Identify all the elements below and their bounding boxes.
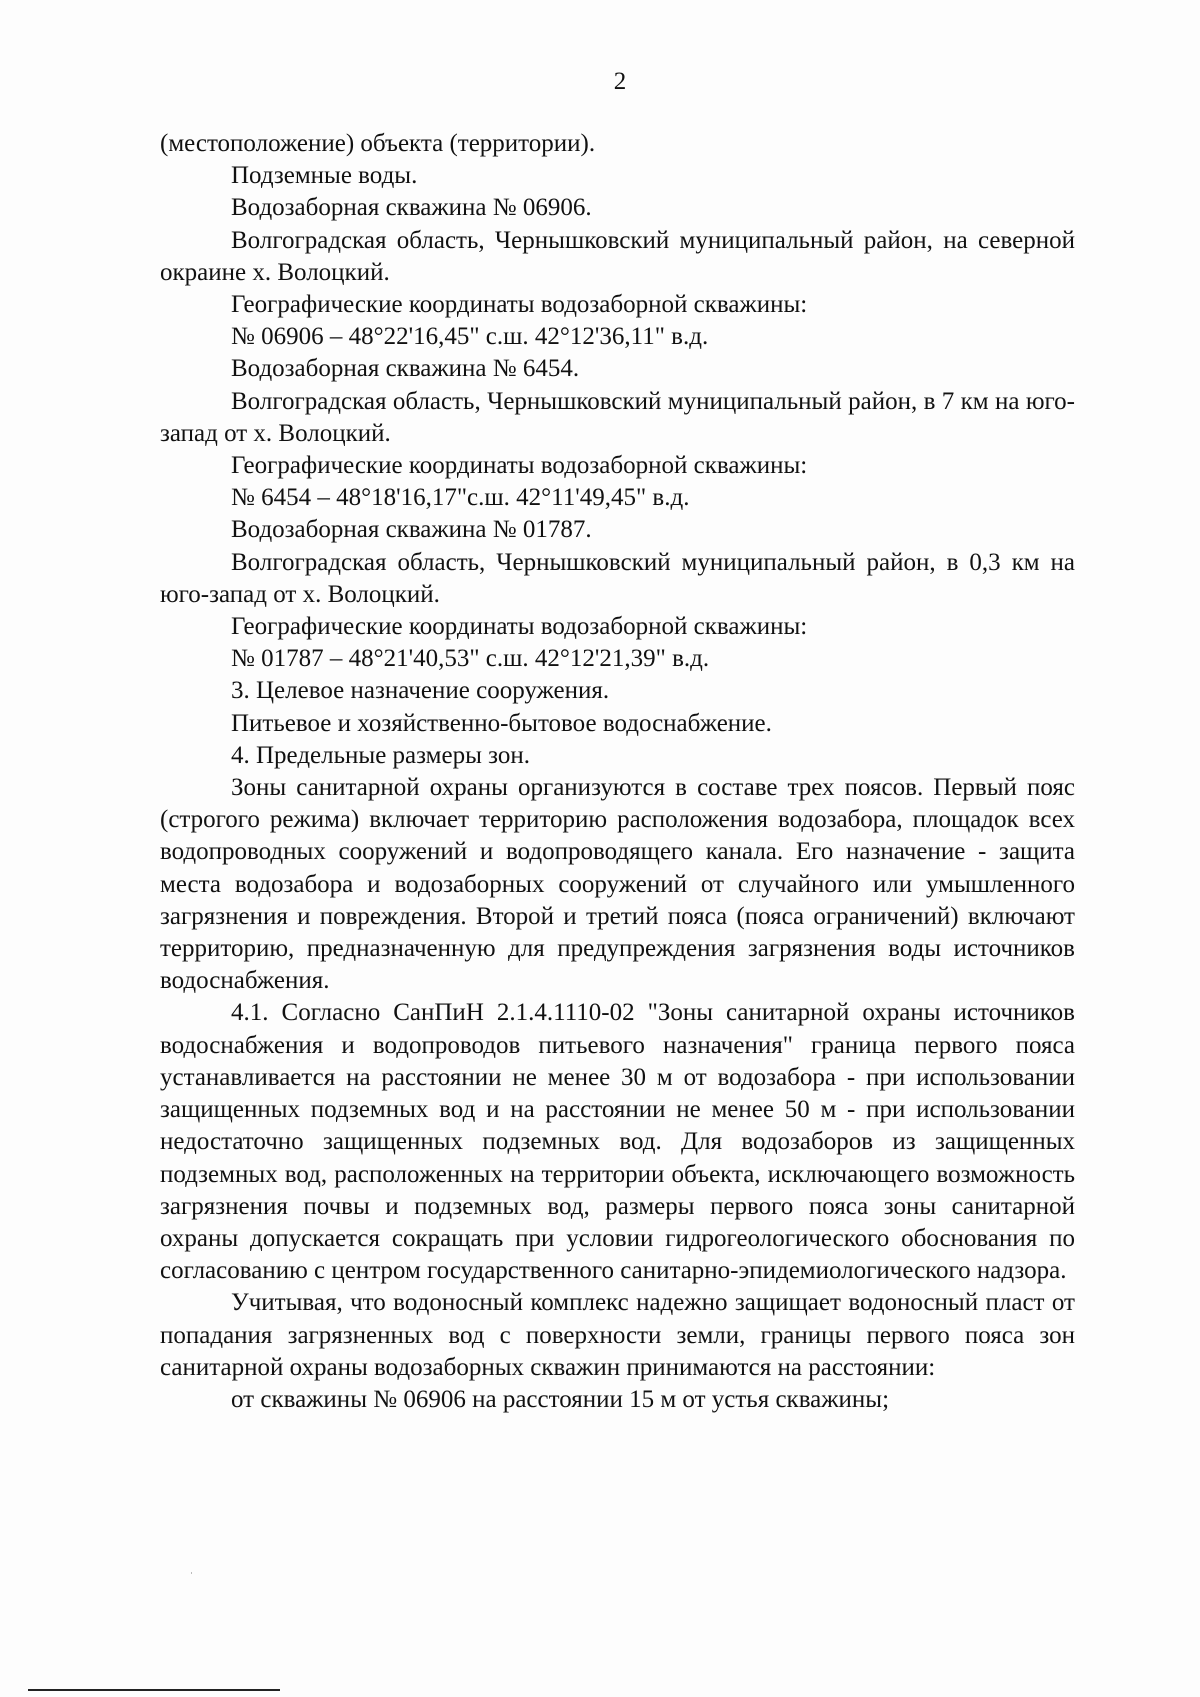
paragraph-location-tail: (местоположение) объекта (территории). [160, 130, 596, 157]
document-body [160, 128, 1075, 1416]
paragraph-coords-heading: Географические координаты водозаборной скважины: [231, 613, 808, 641]
paragraph-sanpin-requirements: 4.1. Согласно СанПиН 2.1.4.1110-02 "Зоны санитарной охраны источников водоснабжения и водопроводов питьевого назначения" граница первого пояса устанавливается на расстоянии не менее 30 м от водозабора - при использовании защищенных подземных вод и на расстоянии не менее 50 м - при использовании недостаточно защищенных подземных вод. Для водозаборов из защищенных подземных вод, расположенных на территории объекта, исключающего возможность загрязнения почвы и подземных вод, размеры первого пояса зоны санитарной охраны допускается сокращать при условии гидрогеологического обоснования по согласованию с центром государственного санитарно-эпидемиологического надзора. [160, 999, 1075, 1285]
paragraph-well-06906: Водозаборная скважина № 06906. [231, 194, 592, 222]
section-heading-zone-sizes: 4. Предельные размеры зон. [231, 741, 530, 769]
paragraph-zones-description: Зоны санитарной охраны организуются в составе трех поясов. Первый пояс (строгого режима) включает территорию расположения водозабора, площадок всех водопроводных сооружений и водопроводящего канала. Его назначение - защита места водозабора и водозаборных сооружений от случайного или умышленного загрязнения и повреждения. Второй и третий пояса (пояса ограничений) включают территорию, предназначенную для предупреждения загрязнения воды источников водоснабжения. [160, 774, 1075, 995]
paragraph-coords-heading: Географические координаты водозаборной скважины: [231, 291, 808, 319]
paragraph-water-type: Подземные воды. [231, 162, 418, 190]
paragraph-coords-6454: № 6454 – 48°18'16,17"с.ш. 42°11'49,45" в.д. [231, 484, 690, 512]
paragraph-well-01787: Водозаборная скважина № 01787. [231, 516, 592, 544]
page-number: 2 [613, 68, 627, 95]
paragraph-first-belt-boundaries: Учитывая, что водоносный комплекс надежно защищает водоносный пласт от попадания загрязненных вод с поверхности земли, границы первого пояса зон санитарной охраны водозаборных скважин принимаются на расстоянии: [160, 1289, 1075, 1381]
paragraph-coords-01787: № 01787 – 48°21'40,53" с.ш. 42°12'21,39" в.д. [231, 645, 710, 673]
paragraph-well-06906-distance: от скважины № 06906 на расстоянии 15 м от устья скважины; [231, 1385, 890, 1413]
paragraph-purpose: Питьевое и хозяйственно-бытовое водоснабжение. [231, 709, 772, 737]
paragraph-well-06906-location: Волгоградская область, Чернышковский муниципальный район, на северной окраине х. Волоцкий. [160, 226, 1075, 286]
paragraph-well-6454: Водозаборная скважина № 6454. [231, 355, 580, 383]
scan-speck [191, 1572, 192, 1574]
paragraph-coords-06906: № 06906 – 48°22'16,45" с.ш. 42°12'36,11" в.д. [231, 323, 709, 351]
paragraph-coords-heading: Географические координаты водозаборной скважины: [231, 452, 808, 480]
footnote-rule [28, 1689, 280, 1691]
paragraph-well-6454-location: Волгоградская область, Чернышковский муниципальный район, в 7 км на юго-запад от х. Волоцкий. [160, 387, 1075, 447]
paragraph-well-01787-location: Волгоградская область, Чернышковский муниципальный район, в 0,3 км на юго-запад от х. Волоцкий. [160, 548, 1075, 608]
section-heading-purpose: 3. Целевое назначение сооружения. [231, 677, 610, 705]
